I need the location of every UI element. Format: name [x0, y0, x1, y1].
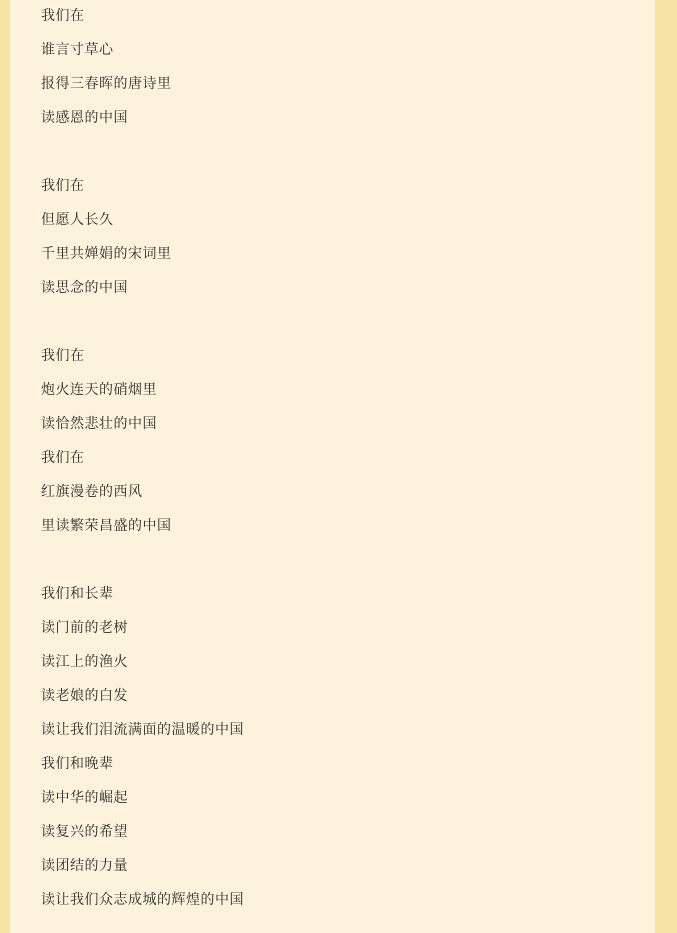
document-paper: [10, 0, 655, 933]
poem-line: 谁言寸草心: [41, 41, 114, 57]
poem-line: 但愿人长久: [41, 211, 114, 227]
poem-line: 我们在: [41, 177, 85, 193]
poem-line: 读老娘的白发: [41, 687, 128, 703]
poem-line: 我们在: [41, 347, 85, 363]
stanza-gap: [41, 312, 655, 346]
poem-line: 读中华的崛起: [41, 789, 128, 805]
poem-line: 读恰然悲壮的中国: [41, 415, 157, 431]
stanza-gap: [41, 142, 655, 176]
document-content: [10, 0, 655, 909]
poem-line: 报得三春晖的唐诗里: [41, 75, 172, 91]
poem-line: 我们在: [41, 449, 85, 465]
poem-line: 读复兴的希望: [41, 823, 128, 839]
poem-line: 读思念的中国: [41, 279, 128, 295]
poem-line: 读让我们众志成城的辉煌的中国: [41, 891, 244, 907]
stanza-1: [41, 6, 655, 127]
stanza-2: [41, 176, 655, 297]
poem-line: 我们和晚辈: [41, 755, 114, 771]
poem-line: 红旗漫卷的西风: [41, 483, 143, 499]
poem-line: 读门前的老树: [41, 619, 128, 635]
poem-line: 炮火连天的硝烟里: [41, 381, 157, 397]
poem-line: 读团结的力量: [41, 857, 128, 873]
poem-line: 读感恩的中国: [41, 109, 128, 125]
poem-line: 读让我们泪流满面的温暖的中国: [41, 721, 244, 737]
poem-line: 我们和长辈: [41, 585, 114, 601]
poem-line: 读江上的渔火: [41, 653, 128, 669]
stanza-4: [41, 584, 655, 909]
poem-line: 千里共婵娟的宋词里: [41, 245, 172, 261]
poem-line: 里读繁荣昌盛的中国: [41, 517, 172, 533]
stanza-3: [41, 346, 655, 535]
stanza-gap: [41, 550, 655, 584]
poem-line: 我们在: [41, 7, 85, 23]
